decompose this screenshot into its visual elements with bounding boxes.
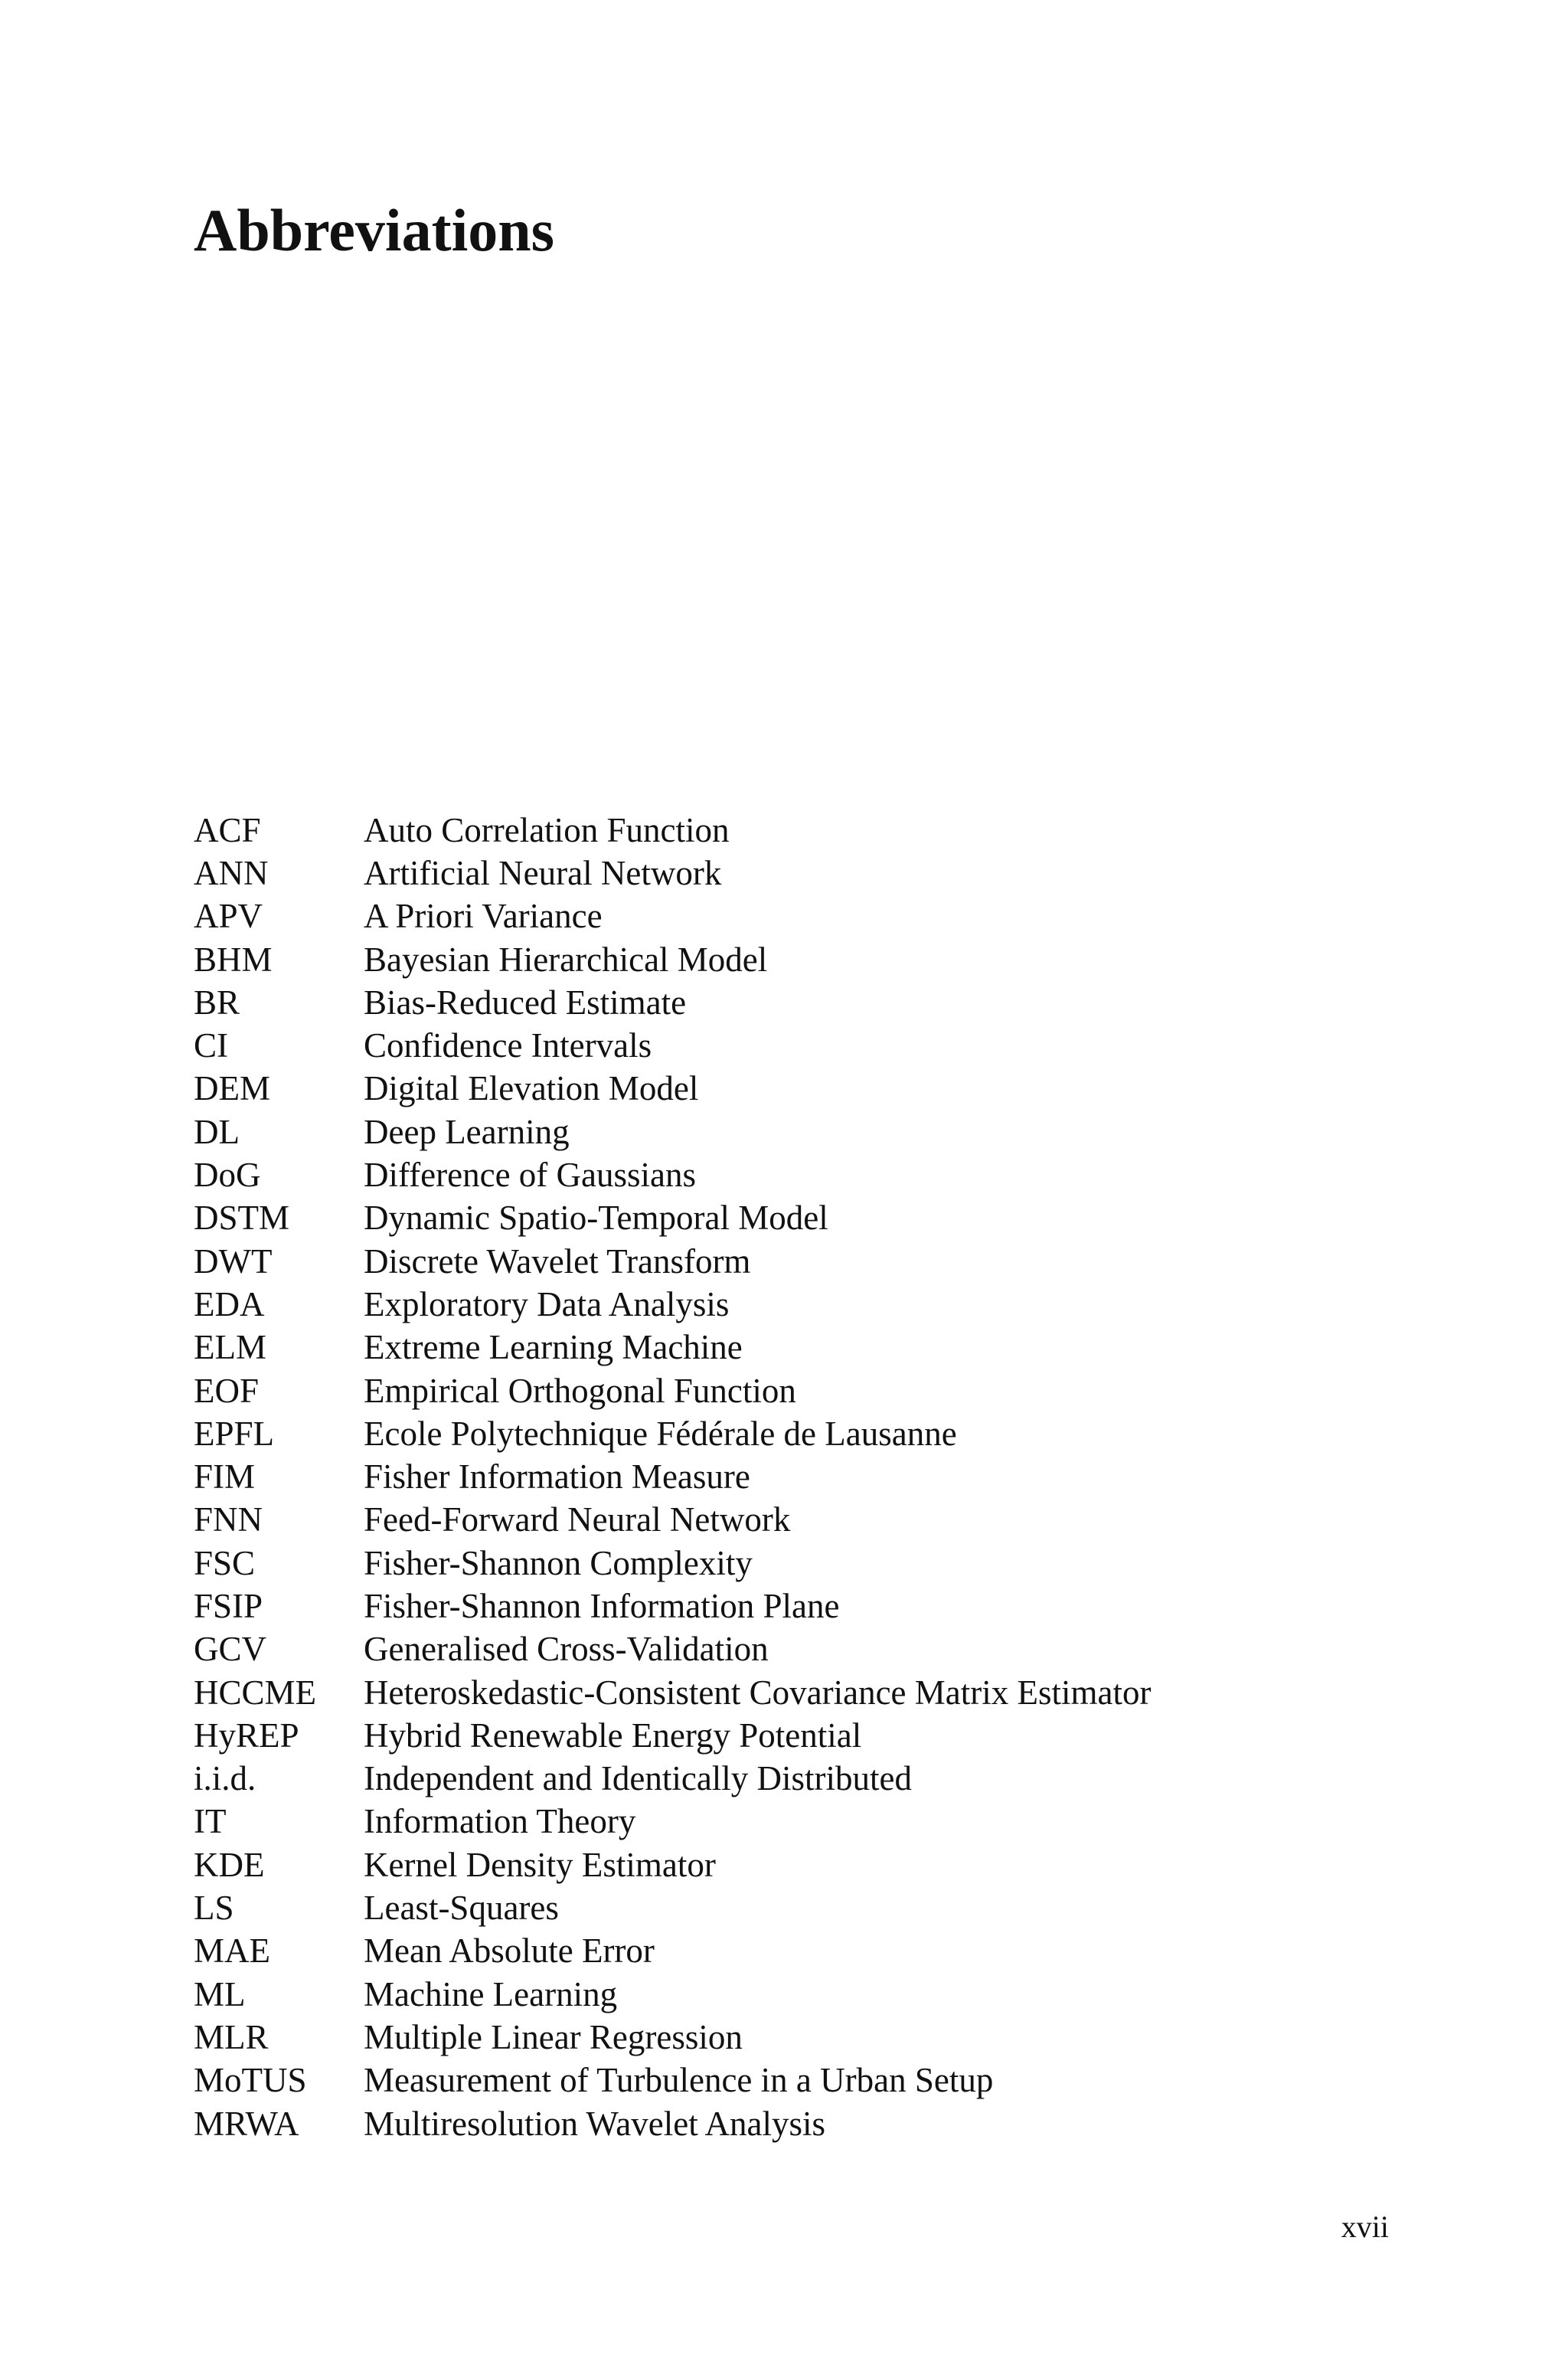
abbreviation-row bbox=[194, 2102, 1151, 2145]
abbreviation-row bbox=[194, 938, 1151, 981]
abbreviation-term: DWT bbox=[194, 1241, 273, 1281]
abbreviation-definition: Multiple Linear Regression bbox=[364, 2017, 743, 2056]
abbreviation-term: HyREP bbox=[194, 1716, 299, 1755]
abbreviation-term: MRWA bbox=[194, 2104, 299, 2143]
abbreviation-definition: Feed-Forward Neural Network bbox=[364, 1500, 791, 1539]
abbreviation-row bbox=[194, 1801, 1151, 1843]
abbreviation-row bbox=[194, 1671, 1151, 1714]
abbreviation-definition: Generalised Cross-Validation bbox=[364, 1630, 769, 1669]
abbreviation-row bbox=[194, 1024, 1151, 1067]
abbreviation-definition: Confidence Intervals bbox=[364, 1026, 652, 1065]
abbreviation-row bbox=[194, 1110, 1151, 1153]
abbreviation-definition: Difference of Gaussians bbox=[364, 1156, 697, 1195]
abbreviation-definition: Digital Elevation Model bbox=[364, 1069, 699, 1108]
abbreviation-definition: Mean Absolute Error bbox=[364, 1932, 655, 1971]
abbreviation-row bbox=[194, 1585, 1151, 1627]
abbreviation-row bbox=[194, 1499, 1151, 1542]
abbreviation-row bbox=[194, 2016, 1151, 2059]
abbreviation-definition: Fisher-Shannon Complexity bbox=[364, 1543, 753, 1582]
abbreviation-row bbox=[194, 895, 1151, 938]
abbreviation-row bbox=[194, 1758, 1151, 1801]
abbreviation-definition: Deep Learning bbox=[364, 1112, 570, 1151]
abbreviation-row bbox=[194, 1628, 1151, 1671]
abbreviation-row bbox=[194, 1455, 1151, 1498]
abbreviation-definition: Hybrid Renewable Energy Potential bbox=[364, 1716, 862, 1755]
abbreviation-term: LS bbox=[194, 1889, 234, 1928]
abbreviation-term: BR bbox=[194, 983, 240, 1022]
abbreviation-definition: Machine Learning bbox=[364, 1974, 618, 2013]
abbreviation-definition: Exploratory Data Analysis bbox=[364, 1284, 730, 1323]
abbreviation-definition: Extreme Learning Machine bbox=[364, 1328, 743, 1367]
abbreviation-definition: Auto Correlation Function bbox=[364, 810, 730, 849]
abbreviation-row bbox=[194, 1930, 1151, 1973]
abbreviation-row bbox=[194, 809, 1151, 852]
abbreviation-term: BHM bbox=[194, 940, 273, 979]
abbreviation-row bbox=[194, 1412, 1151, 1455]
abbreviation-term: GCV bbox=[194, 1630, 267, 1669]
abbreviation-definition: Dynamic Spatio-Temporal Model bbox=[364, 1199, 828, 1238]
abbreviation-term: MLR bbox=[194, 2017, 269, 2056]
abbreviation-definition: Artificial Neural Network bbox=[364, 853, 722, 892]
abbreviation-definition: Ecole Polytechnique Fédérale de Lausanne bbox=[364, 1414, 957, 1453]
abbreviation-term: DL bbox=[194, 1112, 240, 1151]
abbreviation-term: KDE bbox=[194, 1845, 265, 1884]
abbreviation-row bbox=[194, 1542, 1151, 1585]
abbreviation-term: ELM bbox=[194, 1328, 266, 1367]
page-number: xvii bbox=[1341, 2210, 1389, 2244]
abbreviation-definition: Heteroskedastic-Consistent Covariance Matrix Estimator bbox=[364, 1673, 1152, 1712]
abbreviation-term: CI bbox=[194, 1026, 228, 1065]
abbreviation-term: EOF bbox=[194, 1371, 260, 1410]
abbreviation-definition: A Priori Variance bbox=[364, 897, 603, 936]
abbreviation-definition: Kernel Density Estimator bbox=[364, 1845, 716, 1884]
abbreviation-term: FSIP bbox=[194, 1586, 263, 1625]
abbreviation-row bbox=[194, 2059, 1151, 2102]
abbreviation-definition: Independent and Identically Distributed bbox=[364, 1759, 913, 1798]
abbreviation-term: MoTUS bbox=[194, 2061, 307, 2100]
abbreviation-term: i.i.d. bbox=[194, 1759, 256, 1798]
abbreviation-term: HCCME bbox=[194, 1673, 317, 1712]
abbreviation-definition: Multiresolution Wavelet Analysis bbox=[364, 2104, 825, 2143]
abbreviation-definition: Discrete Wavelet Transform bbox=[364, 1241, 751, 1281]
abbreviation-row bbox=[194, 1369, 1151, 1412]
abbreviation-row bbox=[194, 1197, 1151, 1240]
page-title: Abbreviations bbox=[194, 197, 554, 263]
abbreviation-list bbox=[194, 809, 1151, 2145]
abbreviation-definition: Bias-Reduced Estimate bbox=[364, 983, 687, 1022]
abbreviation-row bbox=[194, 981, 1151, 1024]
abbreviation-definition: Least-Squares bbox=[364, 1889, 559, 1928]
abbreviation-term: MAE bbox=[194, 1932, 270, 1971]
abbreviation-term: IT bbox=[194, 1802, 227, 1841]
abbreviation-row bbox=[194, 1843, 1151, 1886]
abbreviation-term: DSTM bbox=[194, 1199, 290, 1238]
abbreviation-row bbox=[194, 1326, 1151, 1369]
abbreviation-definition: Information Theory bbox=[364, 1802, 636, 1841]
abbreviation-term: DoG bbox=[194, 1156, 261, 1195]
abbreviation-term: FNN bbox=[194, 1500, 263, 1539]
abbreviation-term: APV bbox=[194, 897, 263, 936]
abbreviation-row bbox=[194, 1153, 1151, 1196]
abbreviation-definition: Fisher Information Measure bbox=[364, 1457, 750, 1496]
abbreviation-term: ACF bbox=[194, 810, 261, 849]
abbreviation-term: EPFL bbox=[194, 1414, 275, 1453]
abbreviation-row bbox=[194, 1240, 1151, 1283]
abbreviation-definition: Empirical Orthogonal Function bbox=[364, 1371, 796, 1410]
abbreviation-term: FSC bbox=[194, 1543, 256, 1582]
abbreviation-term: ANN bbox=[194, 853, 269, 892]
abbreviation-term: EDA bbox=[194, 1284, 265, 1323]
abbreviation-term: FIM bbox=[194, 1457, 256, 1496]
abbreviation-row bbox=[194, 1283, 1151, 1326]
abbreviation-row bbox=[194, 1886, 1151, 1929]
abbreviation-row bbox=[194, 852, 1151, 895]
abbreviation-term: DEM bbox=[194, 1069, 270, 1108]
abbreviation-row bbox=[194, 1068, 1151, 1110]
abbreviation-row bbox=[194, 1973, 1151, 2016]
abbreviation-definition: Bayesian Hierarchical Model bbox=[364, 940, 768, 979]
abbreviation-term: ML bbox=[194, 1974, 246, 2013]
abbreviation-definition: Measurement of Turbulence in a Urban Setup bbox=[364, 2061, 994, 2100]
abbreviation-row bbox=[194, 1714, 1151, 1757]
abbreviation-definition: Fisher-Shannon Information Plane bbox=[364, 1586, 840, 1625]
